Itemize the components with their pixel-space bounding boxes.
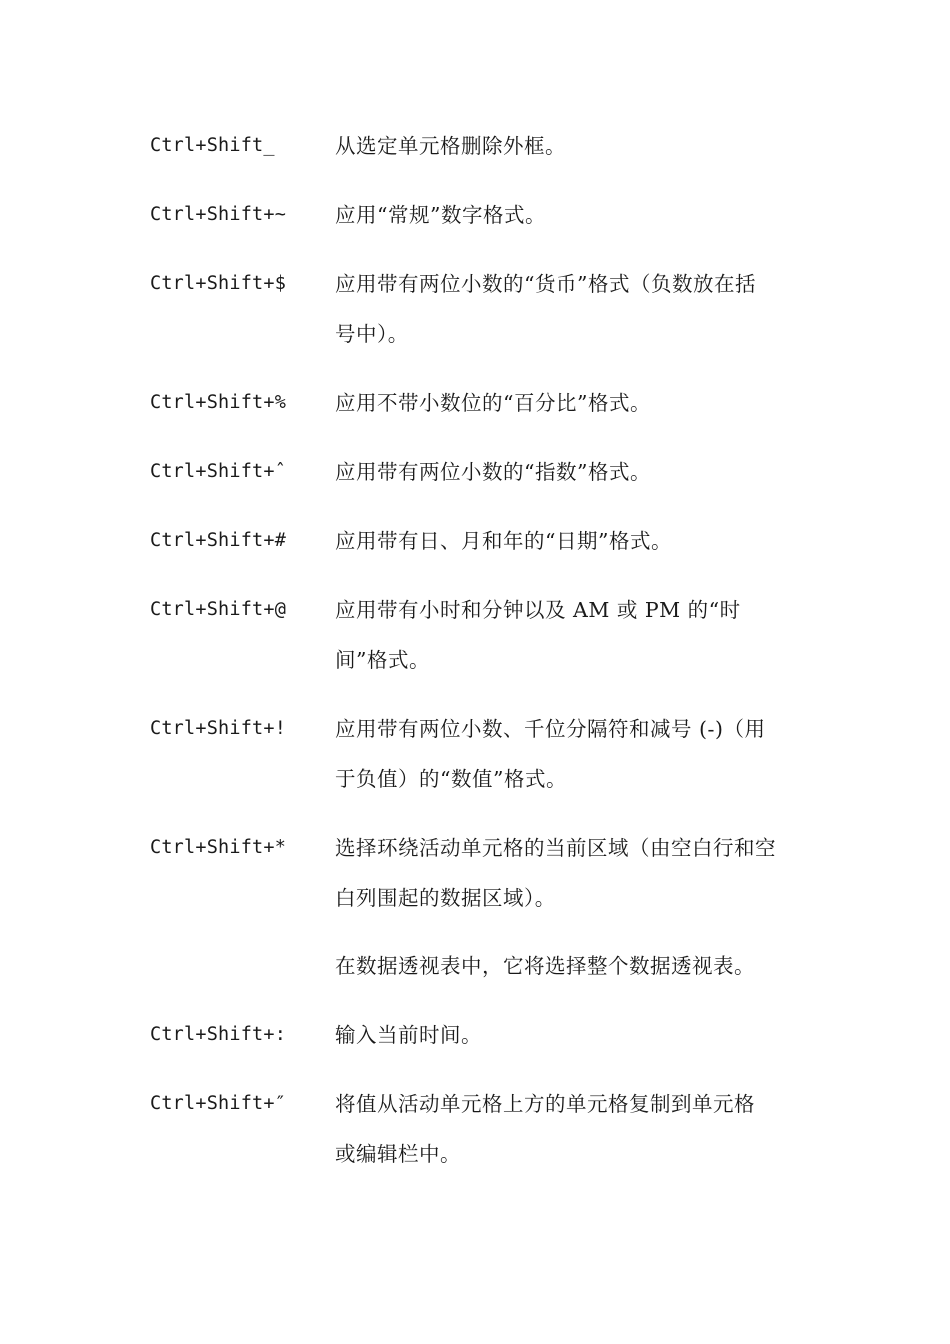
description-line: 间”格式。 [335, 648, 430, 672]
shortcut-description [335, 259, 810, 359]
shortcut-row [150, 259, 810, 359]
shortcut-row [150, 704, 810, 804]
shortcut-row [150, 823, 810, 991]
description-note: 在数据透视表中，它将选择整个数据透视表。 [335, 954, 755, 978]
shortcut-row [150, 190, 810, 240]
description-line: 从选定单元格删除外框。 [335, 134, 566, 158]
shortcut-key: Ctrl+Shift+~ [150, 204, 287, 225]
shortcut-row [150, 378, 810, 428]
shortcut-description [335, 378, 810, 428]
shortcut-key: Ctrl+Shift+ˆ [150, 461, 287, 482]
shortcut-description [335, 190, 810, 240]
shortcut-description [335, 121, 810, 171]
shortcut-row [150, 1010, 810, 1060]
shortcut-row [150, 121, 810, 171]
shortcut-key: Ctrl+Shift+% [150, 392, 287, 413]
shortcut-key: Ctrl+Shift_ [150, 135, 275, 156]
shortcut-description [335, 585, 810, 685]
description-line: 应用带有两位小数的“指数”格式。 [335, 460, 651, 484]
description-line: 将值从活动单元格上方的单元格复制到单元格 [335, 1092, 755, 1116]
shortcut-key: Ctrl+Shift+@ [150, 599, 287, 620]
shortcut-row [150, 1079, 810, 1179]
description-line: 应用带有小时和分钟以及 AM 或 PM 的“时 [335, 598, 741, 622]
shortcut-key: Ctrl+Shift+″ [150, 1093, 287, 1114]
shortcut-description [335, 447, 810, 497]
shortcut-description [335, 1010, 810, 1060]
description-line: 应用不带小数位的“百分比”格式。 [335, 391, 651, 415]
shortcut-key: Ctrl+Shift+! [150, 718, 287, 739]
shortcut-key: Ctrl+Shift+$ [150, 273, 287, 294]
shortcut-key: Ctrl+Shift+# [150, 530, 287, 551]
shortcut-description [335, 704, 810, 804]
description-line: 应用带有两位小数、千位分隔符和减号 (-)（用 [335, 717, 766, 741]
description-line: 输入当前时间。 [335, 1023, 482, 1047]
shortcut-description [335, 516, 810, 566]
shortcut-row [150, 585, 810, 685]
shortcut-key: Ctrl+Shift+* [150, 837, 287, 858]
shortcut-row [150, 516, 810, 566]
description-line: 应用“常规”数字格式。 [335, 203, 546, 227]
shortcut-key: Ctrl+Shift+: [150, 1024, 287, 1045]
description-line: 号中）。 [335, 322, 409, 346]
description-line: 或编辑栏中。 [335, 1142, 461, 1166]
shortcut-row [150, 447, 810, 497]
description-line: 于负值）的“数值”格式。 [335, 767, 567, 791]
shortcut-description [335, 823, 810, 991]
description-line: 选择环绕活动单元格的当前区域（由空白行和空 [335, 836, 776, 860]
description-line: 应用带有日、月和年的“日期”格式。 [335, 529, 672, 553]
description-line: 白列围起的数据区域）。 [335, 886, 556, 910]
description-line: 应用带有两位小数的“货币”格式（负数放在括 [335, 272, 756, 296]
shortcut-description [335, 1079, 810, 1179]
shortcut-list [150, 121, 810, 1198]
